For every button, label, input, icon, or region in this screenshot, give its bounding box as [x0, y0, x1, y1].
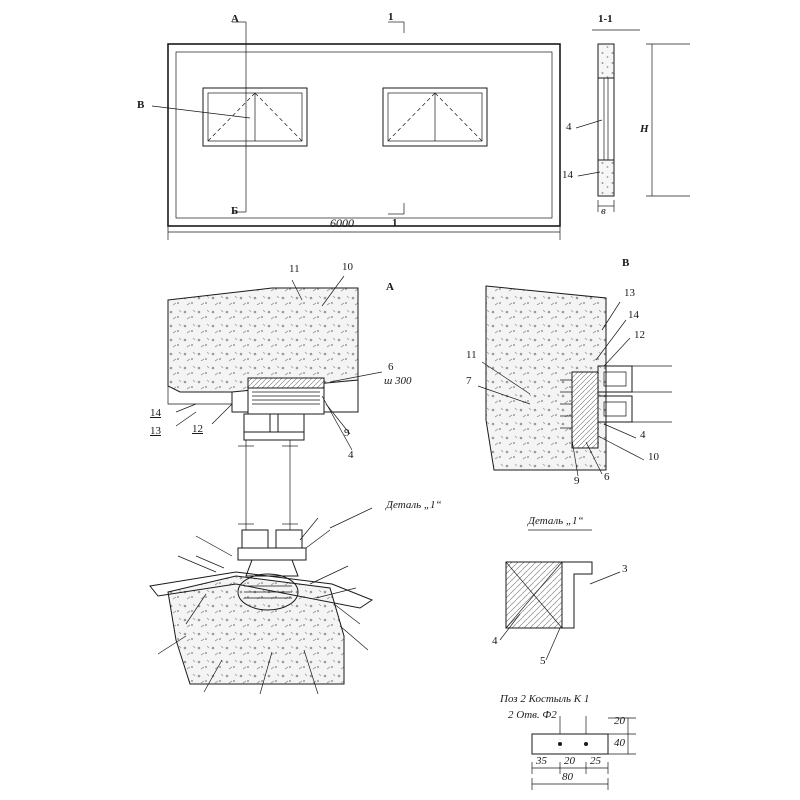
- pos-2-dim-25: 25: [590, 755, 601, 767]
- node-a-callout-12: 12: [192, 423, 203, 435]
- height-label-h: H: [640, 123, 649, 135]
- node-a-callout-4: 4: [348, 449, 354, 461]
- pos-2-dim-80: 80: [562, 771, 573, 783]
- section-mark-b-elevation: Б: [231, 205, 239, 217]
- elevation-geometry: [152, 22, 560, 240]
- section-1-1-title: 1-1: [598, 13, 613, 25]
- node-A-geometry: [168, 276, 382, 530]
- thickness-label-v: в: [601, 205, 606, 217]
- pos-2-title: Поз 2 Костыль К 1: [500, 693, 590, 705]
- callout-1-1-item-4: 4: [566, 121, 572, 133]
- pos-2-dim-edge: 20: [614, 715, 625, 727]
- detail-1-top-title: Деталь „1“: [386, 499, 442, 511]
- node-a-callout-11: 11: [289, 263, 300, 275]
- detail-1-callout-5: 5: [540, 655, 546, 667]
- node-v-callout-13: 13: [624, 287, 635, 299]
- node-V-geometry: [478, 286, 672, 476]
- node-v-callout-11: 11: [466, 349, 477, 361]
- node-B-lower-geometry: [150, 508, 372, 694]
- node-v-callout-10: 10: [648, 451, 659, 463]
- pos-2-dim-35: 35: [536, 755, 547, 767]
- node-v-callout-14: 14: [628, 309, 639, 321]
- pos-2-dim-height: 40: [614, 737, 625, 749]
- node-a-callout-6: 6: [388, 361, 394, 373]
- elevation-dimension-6000: 6000: [330, 216, 354, 230]
- pos-2-note: 2 Отв. Ф2: [508, 709, 557, 721]
- node-v-callout-6: 6: [604, 471, 610, 483]
- node-a-callout-14: 14: [150, 407, 161, 419]
- section-mark-a-elevation: A: [231, 13, 239, 25]
- detail-1-bottom-title: Деталь „1“: [528, 515, 584, 527]
- pos-2-geometry: [532, 716, 636, 790]
- section-mark-v-elevation: В: [137, 99, 145, 111]
- section-mark-1-bottom: 1: [392, 217, 398, 229]
- node-a-callout-10: 10: [342, 261, 353, 273]
- node-v-callout-4: 4: [640, 429, 646, 441]
- node-v-title: В: [622, 257, 630, 269]
- detail-1-callout-4: 4: [492, 635, 498, 647]
- node-a-title: A: [386, 281, 394, 293]
- node-v-callout-7: 7: [466, 375, 472, 387]
- node-a-note: ш 300: [384, 375, 412, 387]
- node-a-callout-9: 9: [344, 427, 350, 439]
- section-1-1-geometry: [576, 30, 690, 212]
- detail-1-geometry: [500, 530, 620, 660]
- detail-1-callout-3: 3: [622, 563, 628, 575]
- node-v-callout-9: 9: [574, 475, 580, 487]
- callout-1-1-item-14: 14: [562, 169, 573, 181]
- node-v-callout-12: 12: [634, 329, 645, 341]
- node-a-callout-13: 13: [150, 425, 161, 437]
- pos-2-dim-20: 20: [564, 755, 575, 767]
- section-mark-1-top: 1: [388, 11, 394, 23]
